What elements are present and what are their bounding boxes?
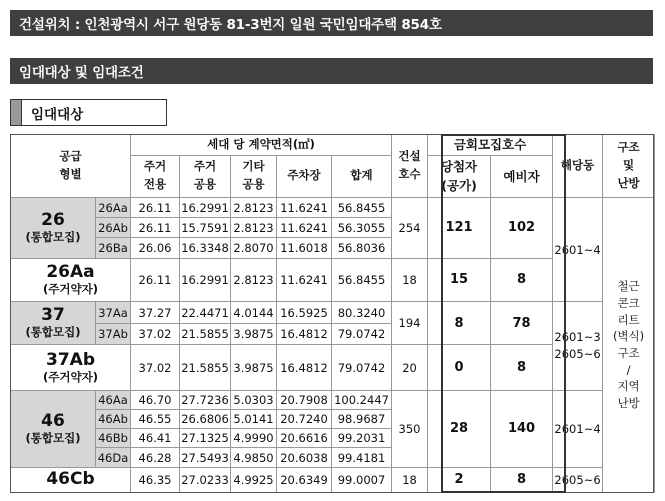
subtype-code: 46Ab <box>96 410 131 429</box>
cell-total: 56.8455 <box>332 198 392 218</box>
cell-total: 98.9687 <box>332 410 392 429</box>
type-37Ab-label: 37Ab (주거약자) <box>11 345 131 390</box>
cell-reserve: 140 <box>491 390 553 467</box>
location-banner <box>10 10 653 36</box>
cell-parking: 20.6349 <box>277 467 332 492</box>
cell-reserve: 102 <box>491 198 553 259</box>
cell-parking: 20.7908 <box>277 390 332 409</box>
cell-units: 254 <box>392 198 428 259</box>
cell-exclusive: 37.02 <box>131 324 180 345</box>
cell-other-common: 3.9875 <box>231 345 277 390</box>
cell-res-common: 16.3348 <box>180 238 231 258</box>
cell-exclusive: 46.70 <box>131 390 180 409</box>
header-other-common: 기타 공용 <box>231 155 277 197</box>
cell-res-common: 27.1325 <box>180 429 231 448</box>
subheading-marker <box>11 100 22 125</box>
cell-other-common: 4.9925 <box>231 467 277 492</box>
cell-total: 80.3240 <box>332 302 392 324</box>
subtype-code: 46Bb <box>96 429 131 448</box>
cell-exclusive: 37.27 <box>131 302 180 324</box>
header-area-group: 세대 당 계약면적(㎡) <box>131 135 392 156</box>
section-banner <box>10 58 653 84</box>
cell-parking: 16.5925 <box>277 302 332 324</box>
cell-parking: 11.6241 <box>277 198 332 218</box>
cell-units: 20 <box>392 345 428 390</box>
cell-winners: 8 <box>428 302 491 345</box>
cell-res-common: 15.7591 <box>180 218 231 238</box>
cell-res-common: 21.5855 <box>180 324 231 345</box>
cell-total: 56.8455 <box>332 258 392 301</box>
cell-total: 79.0742 <box>332 345 392 390</box>
subtype-code: 26Ab <box>96 218 131 238</box>
cell-winners: 0 <box>428 345 491 390</box>
cell-buildings: 2601~3 2605~6 <box>553 302 603 391</box>
cell-total: 79.0742 <box>332 324 392 345</box>
cell-units: 18 <box>392 258 428 301</box>
cell-parking: 11.6241 <box>277 258 332 301</box>
cell-reserve: 8 <box>491 467 553 492</box>
type-26-label: 26 (통합모집) <box>11 198 96 259</box>
cell-other-common: 2.8123 <box>231 218 277 238</box>
cell-reserve: 78 <box>491 302 553 345</box>
type-46Cb-label: 46Cb <box>11 467 131 492</box>
cell-res-common: 26.6806 <box>180 410 231 429</box>
cell-parking: 20.7240 <box>277 410 332 429</box>
cell-res-common: 21.5855 <box>180 345 231 390</box>
header-winners: 당첨자 (공가) <box>428 155 491 197</box>
cell-exclusive: 46.41 <box>131 429 180 448</box>
cell-exclusive: 26.11 <box>131 258 180 301</box>
subtype-code: 26Ba <box>96 238 131 258</box>
cell-units: 194 <box>392 302 428 345</box>
table-outer-frame <box>10 134 654 493</box>
cell-parking: 20.6038 <box>277 448 332 467</box>
header-res-common: 주거 공용 <box>180 155 231 197</box>
cell-reserve: 8 <box>491 345 553 390</box>
cell-other-common: 2.8123 <box>231 258 277 301</box>
header-units: 건설 호수 <box>392 135 428 198</box>
header-res-exclusive: 주거 전용 <box>131 155 180 197</box>
section-title: 임대대상 및 임대조건 <box>19 65 144 81</box>
location-text: 건설위치 : 인천광역시 서구 원당동 81-3번지 일원 국민임대주택 854호 <box>19 17 442 33</box>
subtype-code: 46Aa <box>96 390 131 409</box>
header-buildings: 해당동 <box>553 135 603 198</box>
cell-total: 100.2447 <box>332 390 392 409</box>
header-supply-type: 공급 형별 <box>11 135 131 198</box>
cell-winners: 28 <box>428 390 491 467</box>
header-recruit-group: 금회모집호수 <box>428 135 553 156</box>
cell-exclusive: 46.28 <box>131 448 180 467</box>
cell-parking: 11.6241 <box>277 218 332 238</box>
cell-total: 56.3055 <box>332 218 392 238</box>
cell-other-common: 5.0141 <box>231 410 277 429</box>
cell-parking: 16.4812 <box>277 324 332 345</box>
subheading-box <box>10 99 167 126</box>
cell-res-common: 22.4471 <box>180 302 231 324</box>
cell-reserve: 8 <box>491 258 553 301</box>
cell-winners: 15 <box>428 258 491 301</box>
header-parking: 주차장 <box>277 155 332 197</box>
cell-exclusive: 46.35 <box>131 467 180 492</box>
cell-exclusive: 37.02 <box>131 345 180 390</box>
cell-exclusive: 46.55 <box>131 410 180 429</box>
type-46-label: 46 (통합모집) <box>11 390 96 467</box>
type-37-label: 37 (통합모집) <box>11 302 96 345</box>
cell-total: 56.8036 <box>332 238 392 258</box>
cell-exclusive: 26.11 <box>131 198 180 218</box>
cell-other-common: 2.8123 <box>231 198 277 218</box>
cell-res-common: 27.5493 <box>180 448 231 467</box>
type-26Aa-label: 26Aa (주거약자) <box>11 258 131 301</box>
cell-other-common: 2.8070 <box>231 238 277 258</box>
cell-res-common: 16.2991 <box>180 258 231 301</box>
cell-units: 18 <box>392 467 428 492</box>
subtype-code: 37Aa <box>96 302 131 324</box>
cell-buildings: 2601~4 <box>553 198 603 302</box>
cell-total: 99.0007 <box>332 467 392 492</box>
cell-buildings: 2601~4 <box>553 390 603 467</box>
subtype-code: 37Ab <box>96 324 131 345</box>
cell-total: 99.4181 <box>332 448 392 467</box>
cell-buildings: 2605~6 <box>553 467 603 492</box>
cell-winners: 121 <box>428 198 491 259</box>
cell-winners: 2 <box>428 467 491 492</box>
cell-total: 99.2031 <box>332 429 392 448</box>
cell-exclusive: 26.11 <box>131 218 180 238</box>
cell-parking: 20.6616 <box>277 429 332 448</box>
header-total: 합계 <box>332 155 392 197</box>
structure-desc: 철근 콘크 리트 (벽식) 구조 / 지역 난방 <box>603 198 655 493</box>
cell-res-common: 16.2991 <box>180 198 231 218</box>
cell-res-common: 27.7236 <box>180 390 231 409</box>
cell-parking: 11.6018 <box>277 238 332 258</box>
cell-other-common: 5.0303 <box>231 390 277 409</box>
header-structure: 구조 및 난방 <box>603 135 655 198</box>
header-reserve: 예비자 <box>491 155 553 197</box>
subtype-code: 26Aa <box>96 198 131 218</box>
cell-units: 350 <box>392 390 428 467</box>
cell-parking: 16.4812 <box>277 345 332 390</box>
subheading-text: 임대대상 <box>31 106 84 123</box>
cell-other-common: 4.0144 <box>231 302 277 324</box>
cell-other-common: 4.9850 <box>231 448 277 467</box>
cell-exclusive: 26.06 <box>131 238 180 258</box>
cell-other-common: 4.9990 <box>231 429 277 448</box>
subtype-code: 46Da <box>96 448 131 467</box>
cell-res-common: 27.0233 <box>180 467 231 492</box>
cell-other-common: 3.9875 <box>231 324 277 345</box>
